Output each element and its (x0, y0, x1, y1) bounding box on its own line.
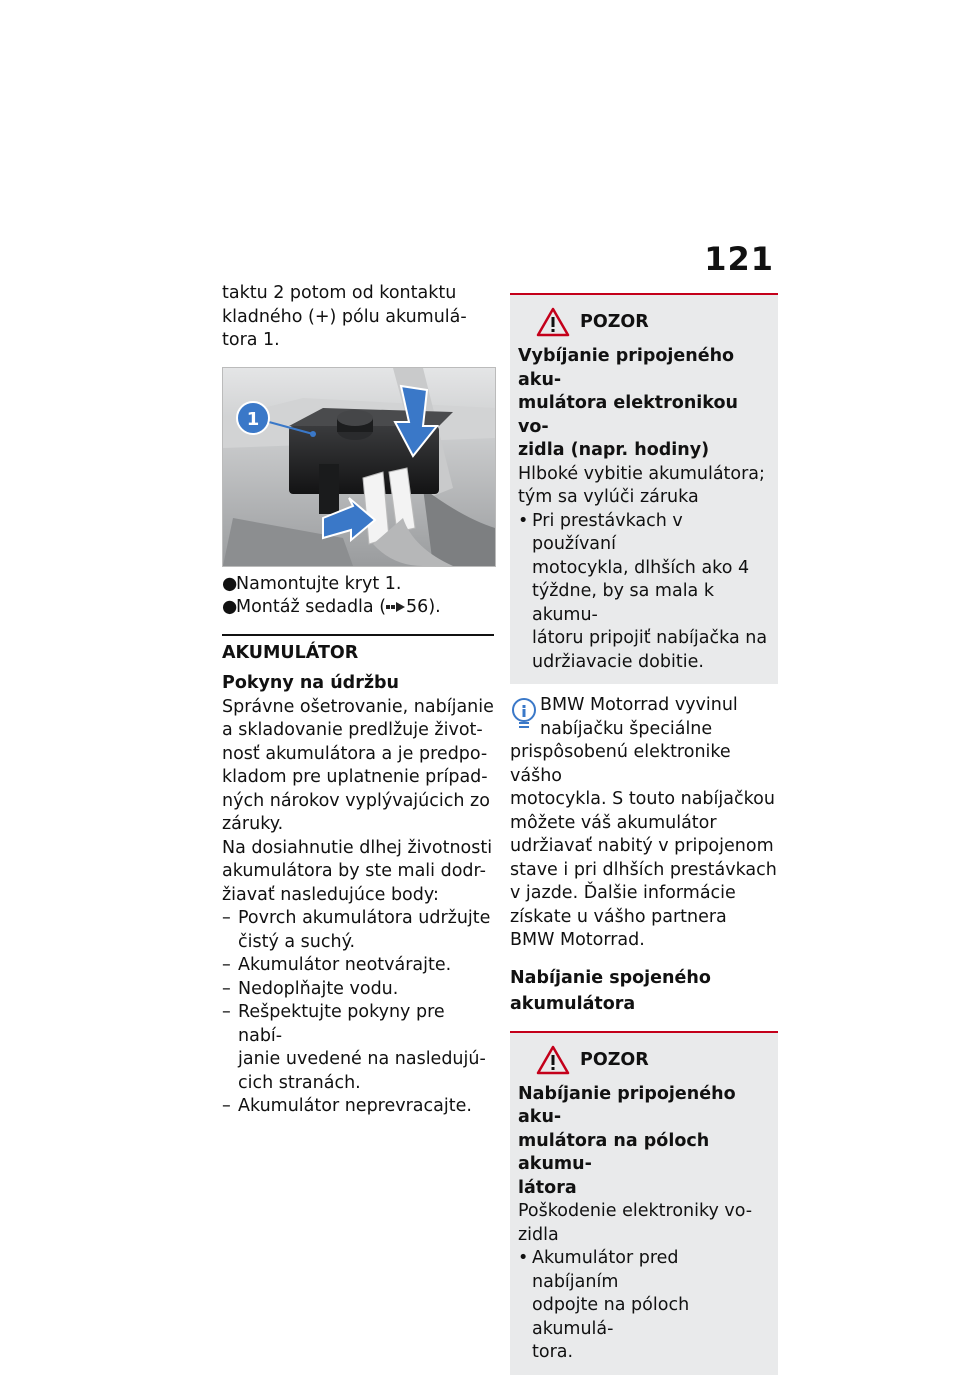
list-item-line: Rešpektujte pokyny pre nabí- (238, 1002, 445, 1046)
warning-triangle-icon (536, 1045, 570, 1075)
step-item (222, 596, 494, 620)
page-number: 121 (704, 240, 774, 278)
list-item (222, 1095, 494, 1119)
battery-cover-photo (222, 367, 496, 567)
list-item-line: Nedoplňajte vodu. (238, 978, 399, 999)
paragraph-line: žiavať nasledujúce body: (222, 884, 439, 905)
paragraph-line: akumulátora by ste mali dodr- (222, 861, 486, 881)
bullet-icon: • (518, 1248, 529, 1268)
dash-icon: – (222, 908, 231, 928)
battery-cover-illustration (223, 368, 495, 566)
paragraph-line: nosť akumulátora a je predpo- (222, 743, 488, 764)
info-line: stave i pri dlhších prestávkach (510, 859, 777, 880)
warning-bullet (518, 510, 768, 675)
lifetime-paragraph (222, 837, 494, 908)
list-item-line: Akumulátor neotvárajte. (238, 955, 452, 975)
section-title-line: akumulátora (510, 993, 636, 1014)
dash-icon: – (222, 978, 231, 999)
charging-section-heading (510, 965, 778, 1017)
list-item-line: Akumulátor neprevracajte. (238, 1096, 472, 1116)
list-item-line: cich stranách. (238, 1072, 361, 1093)
intro-line: taktu 2 potom od kontaktu (222, 283, 457, 303)
warning-title-line: mulátora na póloch akumu- (518, 1130, 710, 1174)
info-line: prispôsobenú elektronike vášho (510, 742, 731, 786)
bullet-icon: ● (222, 597, 238, 617)
info-line: môžete váš akumulátor (510, 812, 717, 833)
info-line: BMW Motorrad vyvinul (540, 695, 738, 715)
section-divider (222, 634, 494, 666)
right-column (510, 293, 778, 1375)
subsection-title: Pokyny na údržbu (222, 672, 399, 693)
warning-label: POZOR (580, 1049, 649, 1070)
step-item (222, 573, 494, 597)
info-line: získate u vášho partnera (510, 906, 727, 927)
step-text-prefix: Montáž sedadla ( (236, 597, 387, 617)
warning-bullet-line: Akumulátor pred nabíjaním (532, 1248, 679, 1292)
paragraph-line: a skladovanie predlžuje život- (222, 720, 483, 740)
list-item-line: janie uvedené na nasledujú- (238, 1049, 486, 1069)
warning-title-line: Nabíjanie pripojeného aku- (518, 1083, 736, 1127)
warning-body-line: zidla (518, 1224, 559, 1245)
warning-bullet-line: látoru pripojiť nabíjačka na (532, 628, 768, 648)
warning-box (510, 293, 778, 684)
intro-line: tora 1. (222, 330, 280, 350)
list-item-line: Povrch akumulátora udržujte (238, 908, 491, 928)
step-text-suffix: ). (428, 597, 441, 617)
bullet-icon: • (518, 510, 529, 531)
section-title-line: Nabíjanie spojeného (510, 967, 711, 988)
info-note (510, 694, 778, 953)
section-title: AKUMULÁTOR (222, 642, 359, 663)
warning-bullet-line: Pri prestávkach v používaní (532, 510, 683, 554)
warning-header (518, 1045, 768, 1075)
warning-label: POZOR (580, 312, 649, 332)
left-column (222, 282, 494, 1119)
warning-title-line: mulátora elektronikou vo- (518, 393, 738, 437)
warning-triangle-icon (536, 307, 570, 337)
paragraph-line: Na dosiahnutie dlhej životnosti (222, 837, 493, 858)
warning-bullet-line: tora. (532, 1342, 574, 1362)
step-text: Namontujte kryt 1. (236, 573, 402, 594)
paragraph-line: kladom pre uplatnenie prípad- (222, 767, 488, 787)
warning-box (510, 1031, 778, 1375)
intro-line: kladného (+) pólu akumulá- (222, 306, 467, 327)
dash-icon: – (222, 1096, 231, 1116)
figure-callout-number: 1 (246, 408, 260, 430)
intro-text (222, 282, 494, 353)
list-item-line: čistý a suchý. (238, 931, 356, 952)
warning-bullet-line: odpojte na póloch akumulá- (532, 1295, 690, 1339)
warning-body-line: Poškodenie elektroniky vo- (518, 1201, 753, 1221)
warning-bullet-line: motocykla, dlhších ako 4 (532, 557, 750, 578)
list-item (222, 1001, 494, 1095)
bullet-icon: ● (222, 573, 238, 594)
info-line: BMW Motorrad. (510, 930, 645, 950)
warning-bullet-line: udržiavacie dobitie. (532, 651, 704, 672)
care-paragraph (222, 696, 494, 837)
warning-title-line: zidla (napr. hodiny) (518, 440, 710, 460)
paragraph-line: Správne ošetrovanie, nabíjanie (222, 696, 494, 717)
list-item (222, 954, 494, 978)
warning-title-line: Vybíjanie pripojeného aku- (518, 346, 735, 390)
dash-icon: – (222, 1002, 231, 1022)
info-line: nabíjačku špeciálne (540, 718, 713, 739)
warning-title-line: látora (518, 1177, 577, 1198)
warning-bullet (518, 1247, 768, 1365)
info-line: udržiavať nabitý v pripojenom (510, 836, 774, 856)
warning-header (518, 307, 768, 337)
warning-body-line: Hlboké vybitie akumulátora; (518, 463, 765, 484)
paragraph-line: záruky. (222, 814, 284, 834)
warning-body-line: tým sa vylúči záruka (518, 487, 699, 507)
dash-icon: – (222, 955, 231, 975)
warning-bullet-line: týždne, by sa mala k akumu- (532, 581, 714, 625)
info-line: motocykla. S touto nabíjačkou (510, 789, 775, 809)
info-bulb-icon (510, 696, 538, 736)
info-line: v jazde. Ďalšie informácie (510, 883, 736, 903)
list-item (222, 907, 494, 954)
page-reference[interactable]: 56 (406, 597, 429, 617)
list-item (222, 978, 494, 1002)
page-reference-arrow-icon (386, 601, 406, 613)
paragraph-line: ných nárokov vyplývajúcich zo (222, 790, 490, 811)
